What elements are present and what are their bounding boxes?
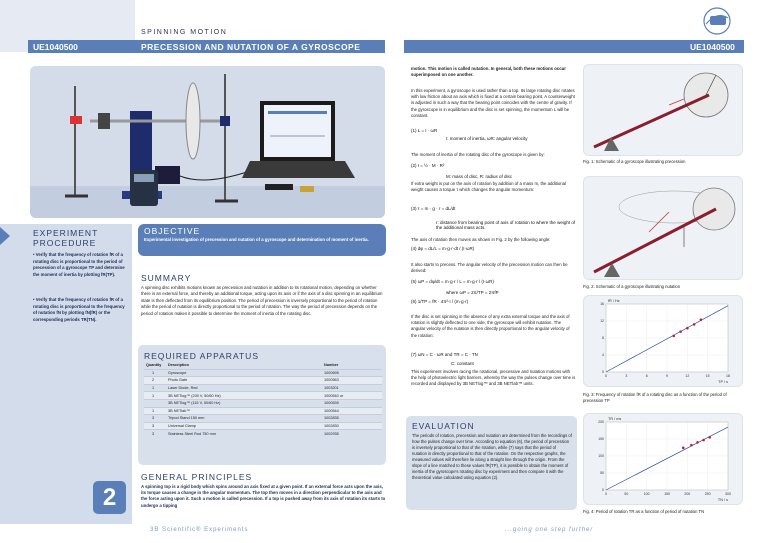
data-point (708, 436, 711, 439)
series-label: SPINNING MOTION (141, 29, 228, 36)
cell-description: 3B NETlog™ (115 V, 50/60 Hz) (166, 399, 322, 407)
experiment-code: UE1040500 (33, 42, 78, 52)
right-p7: This experiment involves racing the rotational, precessive and nutation motions with the help of photoelectric light barriers, whereby the way the pulses change over time is recorded and displayed by 3B NETlog™ and 3B NETlab™ units. (411, 369, 576, 387)
cell-description: Laser Diode, Red (166, 384, 322, 392)
procedure-bullet-2: • Verify that the frequency of rotation fR of a rotating disc is proportional to the frequency of nutation fN by plotting fN(fR) or the corresponding periods TR(TN). (33, 297, 125, 322)
summary-title: SUMMARY (141, 273, 192, 283)
cell-number: 1002835 (322, 415, 382, 423)
col-description: Description (168, 363, 189, 368)
objective-title: OBJECTIVE (144, 226, 201, 236)
y-tick-label: 200 (598, 420, 604, 425)
x-tick-label: 18 (726, 374, 730, 378)
x-tick-label: 0 (605, 492, 607, 496)
figure-2-diagram (584, 177, 744, 281)
table-row (144, 415, 382, 423)
figure-1-diagram (584, 65, 744, 157)
y-axis-label: fR / Hz (608, 299, 620, 303)
equation-6: (6) 1/TP = fR · 4π²·I / (m·g·r) (411, 299, 469, 304)
cell-quantity: 1 (144, 369, 166, 377)
procedure-arrow-icon (0, 227, 10, 245)
principles-title: GENERAL PRINCIPLES (141, 472, 253, 482)
cell-number: 1000695 (322, 369, 382, 377)
right-p2: The moment of inertia of the rotating disc of the gyroscope is given by: (411, 152, 545, 157)
data-point (679, 330, 682, 333)
y-tick-label: 12 (600, 319, 604, 324)
cell-quantity: 1 (144, 384, 166, 392)
right-p3: If extra weight is put on the axis of rotation by addition of a mass m, the additional weight causes a torque τ which changes the angular momentum: (411, 181, 567, 193)
x-axis-label: TN / s (717, 498, 728, 502)
x-tick-label: 12 (685, 374, 690, 378)
figure-4-caption: Fig. 4: Period of rotation TR as a function of period of nutation TN (583, 509, 705, 514)
cell-number: 1000544 (322, 407, 382, 415)
table-row (144, 422, 382, 430)
figure-3-caption: Fig. 3: Frequency of rotation fR of a rotating disc as a function of the period of precession TP (583, 392, 727, 403)
cell-number: 1003201 (322, 384, 382, 392)
cell-description: 3B NETlab™ (166, 407, 322, 415)
equation-3: (3) τ = m · g · r = dL/dt (411, 206, 456, 211)
apparatus-photo (30, 66, 385, 218)
y-tick-label: 0 (602, 488, 604, 493)
page-title: PRECESSION AND NUTATION OF A GYROSCOPE (141, 42, 361, 52)
cell-description: Photo Gate (166, 377, 322, 385)
cell-number: 1000539 (322, 399, 382, 407)
table-row (144, 369, 382, 377)
figure-3-chart (584, 296, 744, 388)
x-tick-label: 150 (664, 492, 670, 496)
equation-5-note: where ωP = 2π/TP = 2πfP (446, 290, 499, 295)
equation-2: (2) I = ½ · M · R² (411, 163, 445, 168)
figure-2-caption: Fig. 2: Schematic of a gyroscope illustrating nutation (583, 284, 681, 289)
x-tick-label: 15 (705, 374, 710, 378)
equation-7-note: C: constant (451, 361, 474, 366)
data-point (696, 441, 699, 444)
cell-number: 1000540 or (322, 392, 382, 400)
equation-4: (4) dφ = dL/L = m·g·r·dt / (I·ωR) (411, 246, 475, 251)
y-tick-label: 150 (598, 437, 604, 442)
x-tick-label: 6 (645, 374, 648, 378)
x-axis-label: TP / s (718, 380, 728, 384)
x-tick-label: 250 (704, 492, 711, 496)
x-tick-label: 0 (605, 374, 607, 378)
figure-4-chart (584, 414, 744, 506)
cell-quantity: 1 (144, 407, 166, 415)
cell-description: Universal Clamp (166, 422, 322, 430)
data-point (693, 323, 696, 326)
experiment-code-right: UE1040500 (690, 42, 735, 52)
right-intro: motion. This motion is called nutation. In general, both these motions occur superimposed on one another. (411, 66, 566, 78)
cell-quantity: 2 (144, 377, 166, 385)
data-point (682, 447, 685, 450)
y-tick-label: 50 (600, 471, 604, 476)
y-axis-label: TR / ms (608, 417, 622, 421)
cell-description: 3B NETlog™ (230 V, 50/60 Hz) (166, 392, 322, 400)
table-row (144, 407, 382, 415)
evaluation-text: The periods of rotation, precession and nutation are determined from the recordings of how the pulses change over time. According to equation (6), the period of precession is inversely proportional to that of the rotation, while (7) says that the period of nutation is directly proportional to that of the rotation. On the respective graphs, the measured values will therefore lie along a straight line through the origin. From the slope of a line matched to these values fR(TP), it is possible to obtain the moment of inertia of the gyroscope's rotating disc by experiment and then compare it with the theoretical value calculated using equation (2). (412, 433, 572, 480)
objective-text: Experimental investigation of precession and nutation of a gyroscope and determination of moment of inertia. (144, 237, 369, 242)
apparatus-illustration (30, 66, 385, 218)
x-tick-label: 3 (625, 374, 628, 378)
figure-2-panel (583, 176, 743, 280)
cell-quantity: 1 (144, 392, 166, 400)
equation-1: (1) L = I · ωR (411, 128, 438, 133)
figure-4-panel (583, 413, 743, 505)
x-tick-label: 300 (725, 492, 731, 496)
evaluation-title: EVALUATION (412, 421, 475, 431)
table-row (144, 377, 382, 385)
3b-logo-icon (698, 6, 736, 36)
cell-description: Tripod Stand 150 mm (166, 415, 322, 423)
x-tick-label: 9 (666, 374, 668, 378)
col-quantity: Quantity (146, 363, 162, 368)
cell-quantity: 3 (144, 422, 166, 430)
footer-left: 3B Scientific® Experiments (150, 527, 249, 533)
right-p6: If the disc is set spinning in the absence of any extra external torque and the axis of rotation is slightly deflected to one side, the gyroscope will exhibit nutation. The angular velocity of the nutation is then directly proportional to the angular velocity of the rotation: (411, 314, 570, 338)
figure-1-caption: Fig. 1: Schematic of a gyroscope illustrating precession (583, 159, 686, 164)
procedure-title: EXPERIMENT PROCEDURE (33, 228, 99, 248)
principles-text: A spinning top is a rigid body which spins around an axis fixed at a given point. If an external force acts upon the axis, its torque causes a change in the angular momentum. The top then moves in a direction perpendicular to the axis and the force acting upon it. Such a motion is called precession. If a top is pushed away from its axis of rotation its starts to undergo a tipping (141, 484, 386, 508)
cell-description: Stainless Steel Rod 750 mm (166, 430, 322, 437)
y-tick-label: 4 (602, 353, 604, 358)
equation-5: (5) ωP = dφ/dt = m·g·r / L = m·g·r / (I·ωR) (411, 279, 494, 284)
y-tick-label: 8 (602, 336, 604, 341)
table-row (144, 430, 382, 437)
cell-quantity: 3 (144, 430, 166, 437)
cell-quantity (144, 399, 166, 407)
right-p5: It also starts to precess. The angular velocity of the precession motion can then be derived: (411, 262, 568, 274)
col-number: Number (324, 363, 339, 368)
section-number-badge: 2 (93, 481, 126, 514)
summary-text: A spinning disc exhibits motions known as precession and nutation in addition to its rotational motion, depending on whether there is an external force, and thereby an additional torque, acting upon its axis or if the axis of a disc spinning in an equilibrium state is then deflected from its equilibrium position. The period of precession is inversely proportional to the period of rotation while the period of nutation is directly proportional to the period of rotation. The way the period of precession depends on the period of rotation makes it possible to determine the moment of inertia of the rotating disc. (141, 285, 383, 316)
table-row (144, 392, 382, 400)
y-tick-label: 0 (602, 370, 604, 375)
figure-3-panel (583, 295, 743, 387)
cell-quantity: 3 (144, 415, 166, 423)
footer-right: ...going one step further (505, 527, 594, 533)
table-row (144, 384, 382, 392)
cell-description: Gyroscope (166, 369, 322, 377)
right-p1: In this experiment, a gyroscope is used rather than a top. Its large rotating disc rotates with low friction about an axis which is fixed at a certain bearing point. A counterweight is adjusted in such a way that the bearing point coincides with the centre of gravity. If the gyroscope is in equilibrium and the disc is set spinning, the momentum L will be constant. (411, 88, 575, 118)
apparatus-title: REQUIRED APPARATUS (144, 351, 259, 361)
data-point (672, 335, 675, 338)
data-point (700, 318, 703, 321)
right-p4: The axis of rotation then moves as shown in Fig. 2 by the following angle: (411, 237, 551, 242)
cell-number: 1000563 (322, 377, 382, 385)
apparatus-table (144, 362, 382, 437)
data-point (690, 444, 693, 447)
data-point (686, 327, 689, 330)
equation-3-note: r: distance from bearing point of axis of rotation to where the weight of the additional mass acts. (436, 220, 576, 230)
cell-number: 1002830 (322, 422, 382, 430)
equation-7: (7) ωN = C · ωR and TR = C · TN (411, 352, 478, 357)
y-tick-label: 100 (598, 454, 604, 459)
table-row (144, 399, 382, 407)
procedure-bullet-1: • Verify that the frequency of rotation fR of a rotating disc is proportional to the period of precession of a gyroscope TP and determine the moment of inertia by plotting fR(TP). (33, 252, 125, 277)
x-tick-label: 200 (684, 492, 691, 496)
figure-1-panel (583, 64, 743, 156)
x-tick-label: 100 (643, 492, 650, 496)
y-tick-label: 16 (600, 302, 604, 307)
cell-number: 1002935 (322, 430, 382, 437)
x-tick-label: 50 (624, 492, 629, 496)
equation-1-note: I: moment of inertia, ωR: angular velocity (446, 136, 528, 141)
data-point (702, 439, 705, 442)
equation-2-note: M: mass of disc, R: radius of disc (446, 174, 513, 179)
apparatus-header-row (144, 362, 382, 369)
